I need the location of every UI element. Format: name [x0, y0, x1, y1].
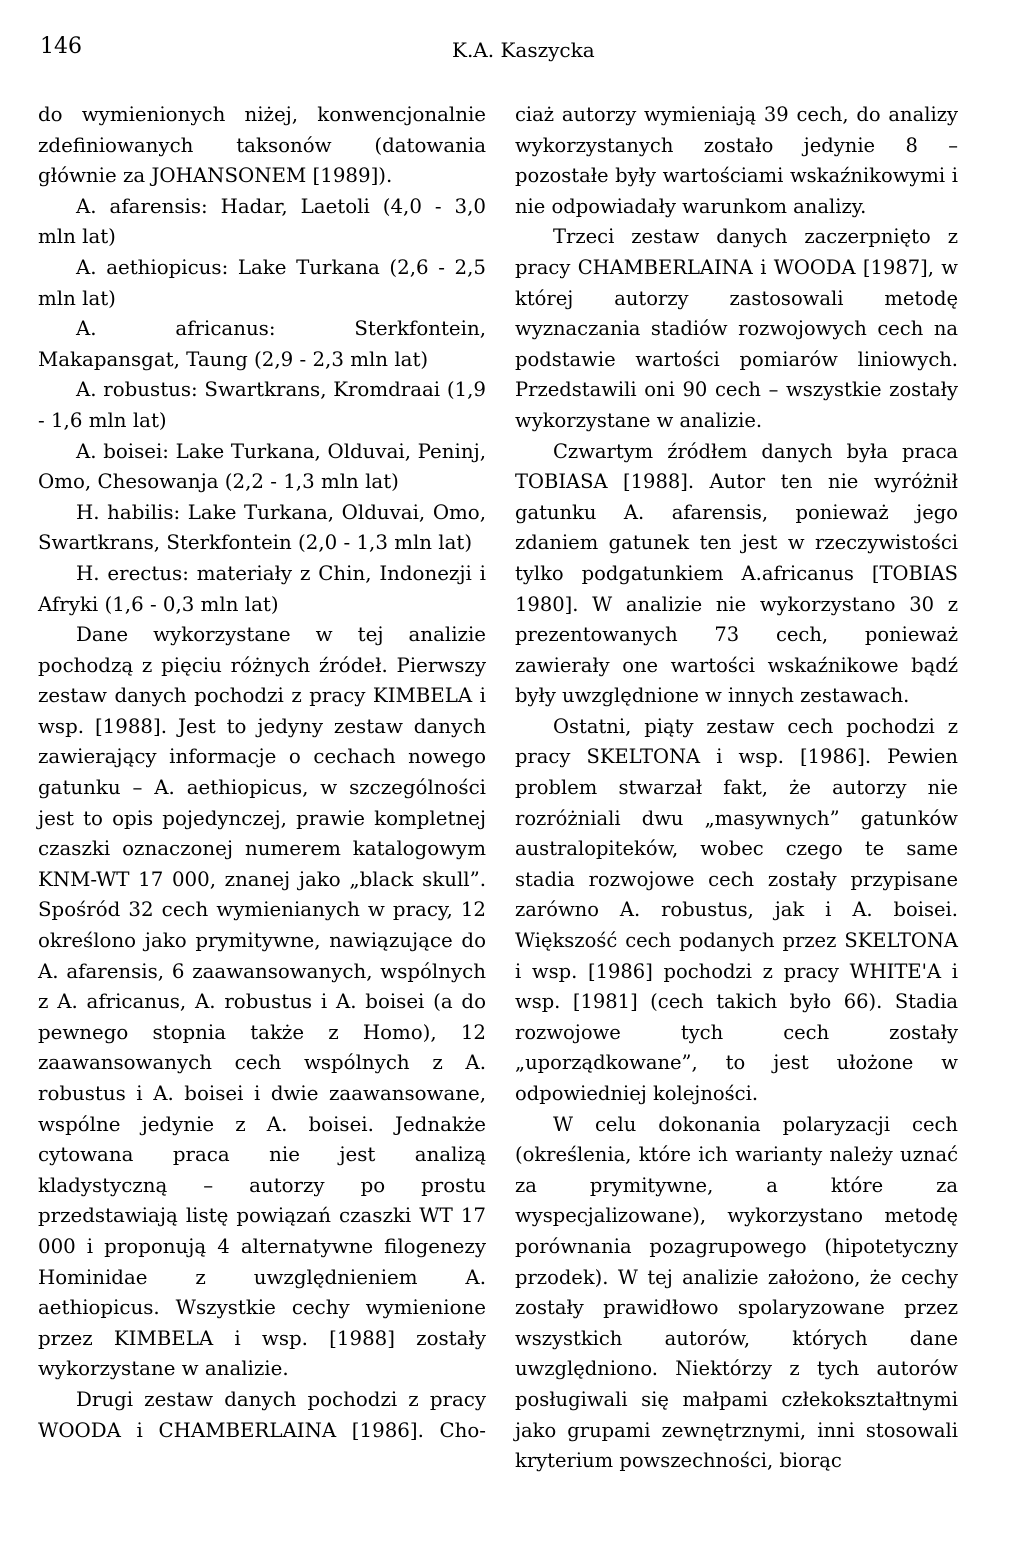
right-column — [515, 100, 958, 1477]
page-number: 146 — [40, 34, 82, 59]
taxon-entry: H. erectus: materiały z Chin, Indonezji i Afryki (1,6 - 0,3 mln lat) — [38, 561, 486, 616]
paragraph: W celu dokonania polaryzacji cech (określenia, które ich warianty należy uznać za prymitywne, a które za wyspecjalizowane), wykorzystano metodę porównania pozagrupowego (hipotetyczny przodek). W tej analizie założono, że cechy zostały prawidłowo spolaryzowane przez wszystkich autorów, których dane uwzględniono. Niektórzy z tych autorów posługiwali się małpami człekokształtnymi jako grupami zewnętrznymi, inni stosowali kryterium powszechności, biorąc — [515, 1112, 958, 1473]
paragraph: Dane wykorzystane w tej analizie pochodzą z pięciu różnych źródeł. Pierwszy zestaw danych pochodzi z pracy KIMBELA i wsp. [1988]. Jest to jedyny zestaw danych zawierający informacje o cechach nowego gatunku – A. aethiopicus, w szczególności jest to opis pojedynczej, prawie kompletnej czaszki oznaczonej numerem katalogowym KNM-WT 17 000, znanej jako „black skull”. Spośród 32 cech wymienianych w pracy, 12 określono jako prymitywne, nawiązujące do A. afarensis, 6 zaawansowanych, wspólnych z A. africanus, A. robustus i A. boisei (a do pewnego stopnia także z Homo), 12 zaawansowanych cech wspólnych z A. robustus i A. boisei i dwie zaawansowane, wspólne jedynie z A. boisei. Jednakże cytowana praca nie jest analizą kladystyczną – autorzy po prostu przedstawiają listę powiązań czaszki WT 17 000 i proponują 4 alternatywne filogenezy Hominidae z uwzględnieniem A. aethiopicus. Wszystkie cechy wymienione przez KIMBELA i wsp. [1988] zostały wykorzystane w analizie. — [38, 623, 486, 1381]
taxon-entry: A. boisei: Lake Turkana, Olduvai, Peninj, Omo, Chesowanja (2,2 - 1,3 mln lat) — [38, 439, 486, 494]
taxon-entry: A. afarensis: Hadar, Laetoli (4,0 - 3,0 mln lat) — [38, 194, 486, 249]
taxon-entry: A. robustus: Swartkrans, Kromdraai (1,9 - 1,6 mln lat) — [38, 378, 486, 432]
taxon-entry: H. habilis: Lake Turkana, Olduvai, Omo, Swartkrans, Sterkfontein (2,0 - 1,3 mln lat) — [38, 500, 486, 555]
paragraph: Trzeci zestaw danych zaczerpnięto z pracy CHAMBERLAINA i WOODA [1987], w której autorzy zastosowali metodę wyznaczania stadiów rozwojowych cech na podstawie wartości pomiarów liniowych. Przedstawili oni 90 cech – wszystkie zostały wykorzystane w analizie. — [515, 225, 958, 432]
paragraph: Drugi zestaw danych pochodzi z pracy WOODA i CHAMBERLAINA [1986]. Cho- — [38, 1387, 486, 1442]
page-header — [32, 28, 992, 68]
paragraph: ciaż autorzy wymieniają 39 cech, do analizy wykorzystanych zostało jedynie 8 – pozostałe były wartościami wskaźnikowymi i nie odpowiadały warunkom analizy. — [515, 103, 958, 218]
taxon-entry: A. aethiopicus: Lake Turkana (2,6 - 2,5 mln lat) — [38, 255, 486, 310]
paragraph: Czwartym źródłem danych była praca TOBIASA [1988]. Autor ten nie wyróżnił gatunku A. afarensis, ponieważ jego zdaniem gatunek ten jest w rzeczywistości tylko podgatunkiem A.africanus [TOBIAS 1980]. W analizie nie wykorzystano 30 z prezentowanych 73 cech, ponieważ zawierały one wartości wskaźnikowe bądź były uwzględnione w innych zestawach. — [515, 439, 958, 708]
running-head: K.A. Kaszycka — [452, 38, 595, 62]
paragraph: Ostatni, piąty zestaw cech pochodzi z pracy SKELTONA i wsp. [1986]. Pewien problem stwarzał fakt, że autorzy nie rozróżniali dwu „masywnych” gatunków australopiteków, wobec czego te same stadia rozwojowe cech zostały przypisane zarówno A. robustus, jak i A. boisei. Większość cech podanych przez SKELTONA i wsp. [1986] pochodzi z pracy WHITE'A i wsp. [1981] (cech takich było 66). Stadia rozwojowe tych cech zostały „uporządkowane”, to jest ułożone w odpowiedniej kolejności. — [515, 714, 958, 1105]
paragraph: do wymienionych niżej, konwencjonalnie zdefiniowanych taksonów (datowania głównie za JOHANSONEM [1989]). — [38, 103, 486, 188]
left-column — [38, 100, 486, 1446]
taxon-entry: A. africanus: Sterkfontein, Makapansgat, Taung (2,9 - 2,3 mln lat) — [38, 317, 486, 371]
